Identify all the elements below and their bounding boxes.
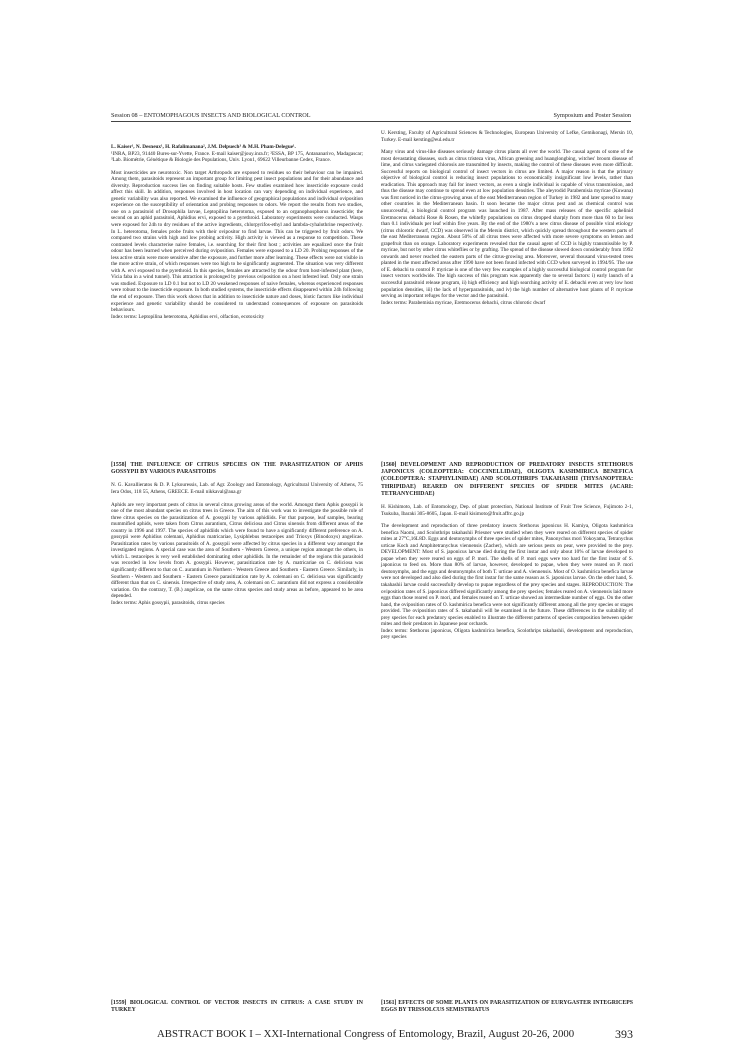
page-number: 393 [615, 1027, 633, 1041]
index-terms: Index terms: Leptopilina heterotoma, Aphidius ervi, olfaction, ecotoxicity [111, 313, 265, 320]
abstract-top-left [111, 144, 363, 320]
authors: U. Kersting, Faculty of Agricultural Sciences & Technologies, European University of Lefke, Gemikonagi, Mersin 10, Turkey. E-mail kersting@eul.edu.tr [381, 130, 633, 143]
abstract-body: Most insecticides are neurotoxic. Non target Arthropods are exposed to residues so their behaviour can be impaired. Among them, parasitoids represent an important group for limiting pest insect populations and for their abundance and diversity. Reproduction success lies on finding suitable hosts. Few studies examined how insecticide exposure could affect this skill. In addition, responses involved in host location can vary depending on individual experience, and genetic variability was also reported. We examined the influence of geographical populations and individual oviposition experience on the susceptibility of orientation and probing responses to odors. We report the results from two studies, one on a parasitoid of Drosophila larvae, Leptopilina heterotoma, exposed to an organophosphorus insecticide; the second on an aphid parasitoid, Aphidius ervi, exposed to a pyrethroid. Laboratory experiments were conducted. Wasps were exposed for 24h to dry residues of the active ingredients, chlorpyrifos-ethyl and lambda-cyhalothrine respectively. In L. heterotoma, females probe fruits with their ovipositor to find larvae. This can be triggered by fruit odors. We compared two strains with high and low probing activity. High activity is viewed as a response to competition. These contrasted levels characterise naive females, i.e. searching for their first host ; activities are equalized once the fruit odour has been learned when perceived during oviposition. Females were exposed to a LD 20. Probing responses of the less active strain were more sensitive after the exposure, and further more after learning. These effects were not visible in the more active strain, of which responses were too high to be significantly augmented. The situation was very different with A. ervi exposed to the pyrethroid. In this species, females are attracted by the odour from host-infested plant (here, Vicia faba in a wind tunnel). This attraction is prolonged by previous oviposition on a host infested leaf. Only one strain was studied. Exposure to LD 0.1 but not to LD 20 weakened responses of naive females, whereas experienced responses were robust to the insecticide exposure. In both studied systems, the insecticide effects disappeared within 24h following the end of exposure. Then this work shows that in addition to insecticide nature and doses, biotic factors like individual experience and genetic variability should be considered to understand consequences of exposure on parasitoids behaviours. [111, 169, 363, 314]
authors: N. G. Kavallieratos & D. P. Lykouressis, Lab. of Agr. Zoology and Entomology, Agricultural University of Athens, 75 Iera Odos, 118 55, Athens, GREECE. E-mail nikkaval@aua.gr [111, 482, 363, 495]
abstract-body: Many virus and virus-like diseases seriously damage citrus plants all over the world. The causal agents of some of the most devastating diseases, such as citrus tristeza virus, African greening and huanglongbing, witches' broom disease of lime, and citrus variegated chlorosis are transmitted by insects, making the control of these diseases even more difficult. Successful reports on biological control of insect vectors in citrus are limited. A major reason is that the primary objective of biological control is reducing insect populations to economically insignificant low levels, rather than eradication. This approach may fail for insect vectors, as even a single individual is capable of virus transmission, and thus the disease may continue to spread even at low population densities. The aleyrodid Parabemisia myricae (Kuwana) was first noticed in the citrus-growing areas of the east Mediterranean region of Turkey in 1982 and later spread to many other countries in the Mediterranean basin. It soon became the major citrus pest and as chemical control was unsuccessful, a biological control program was launched in 1987. After mass releases of the specific aphelinid Eretmocerus debachi Rose & Rosen, the whitefly populations on citrus dropped sharply from more than 60 to far less than 0.1 individuals per leaf within five years. By the end of the 1980's a new citrus disease of possible viral etiology (citrus chlorotic dwarf, CCD) was observed in the Mersin district, which quickly spread throughout the western parts of the east Mediterranean region. About 50% of all citrus trees were affected with more severe symptoms on lemon and grapefruit than on orange. Laboratory experiments revealed that the causal agent of CCD is highly transmissible by P. myricae, but not by other citrus whiteflies or by grafting. The spread of the disease slowed down considerably from 1992 onwards and never reached the eastern parts of the citrus-growing area. Moreover, several thousand virus-tested trees planted in the most affected areas after 1990 have not been found infected with CCD when surveyed in 1994/95. The use of E. debachi to control P. myricae is one of the very few examples of a highly successful biological control program for insect vectors worldwide. The high success of this program was apparently due to several factors: i) early launch of a successful parasitoid release program, ii) high efficiency and high searching activity of E. debachi even at very low host population densities, iii) the lack of hyperparasitoids, and iv) the high number of alternative host plants of P. myricae serving as important refuges for the vector and the parasitoid. [381, 149, 633, 300]
abstract-title: [1559] BIOLOGICAL CONTROL OF VECTOR INSECTS IN CITRUS: A CASE STUDY IN TURKEY [111, 1000, 363, 1014]
index-terms: Index terms: Parabemisia myricae, Eretmocerus debachi, citrus chlorotic dwarf [381, 299, 546, 306]
index-terms: Index terms: Stethorus japonicus, Oligota kashmirica benefica, Scolothrips takahashii, development and reproduction, prey species [381, 627, 633, 641]
abstract-top-right [381, 130, 633, 306]
footer-citation: ABSTRACT BOOK I – XXI-International Congress of Entomology, Brazil, August 20-26, 2000 [157, 1028, 575, 1040]
affiliation: ¹INRA, BP23, 91440 Bures-sur-Yvette, France. E-mail kaiser@jouy.inra.fr; ²ESSA, BP 175, Antananarivo, Madagascar; ³Lab. Biométrie, Génétique & Biologie des Populations, Univ. Lyon1, 69622 Villeurbanne Cedex, France. [111, 150, 363, 164]
abstract-title: [1561] EFFECTS OF SOME PLANTS ON PARASITIZATION OF EURYGASTER INTEGRICEPS EGGS BY TRISSOLCUS SEMISTRIATUS [381, 1000, 633, 1014]
abstract-1560 [381, 462, 633, 641]
abstract-title: [1558] THE INFLUENCE OF CITRUS SPECIES ON THE PARASITIZATION OF APHIS GOSSYPII BY VARIOUS PARASITOIDS [111, 462, 363, 476]
header-session: Session 08 – ENTOMOPHAGOUS INSECTS AND BIOLOGICAL CONTROL [111, 112, 311, 119]
abstract-1558 [111, 462, 363, 606]
abstract-body: Aphids are very important pests of citrus in several citrus growing areas of the world. Amongst them Aphis gossypii is one of the most abundant species on citrus trees in Greece. The aim of this work was to investigate the possible role of three citrus species on the parasitization of A. gossypii by various aphidiids. For that purpose, leaf samples, bearing mummified aphids, were taken from Citrus aurantium, Citrus deliciosa and Citrus sinensis from different areas of the country in 1996 and 1997. The species of aphidiids which were found to have a significantly different preference on A. gossypii were Aphidius colemani, Aphidius matricariae, Lysiphlebus testaceipes and Trioxys (Binodoxys) angelicae. Parasitization rates by various parasitoids of A. gossypii were affected by citrus species in a different way amongst the investigated regions. A special case was the area of Southern - Western Greece, a unique region amongst the others, in which L. testaceipes is very well established dominating other aphidiids. In the remainder of the regions this parasitoid was recorded in low levels from A. gossypii. However, parasitization rate by A. matricariae on C. deliciosa was significantly different to that on C. aurantium in Northern - Western Greece and Southern - Eastern Greece. Similarly, in Southern - Western and Southern - Eastern Greece parasitization rate by A. colemani on C. deliciosa was significantly different than that on C. sinensis. Irrespective of study area, A. colemani on C. aurantium did not express a considerable variation. On the contrary, T. (B.) angelicae, on the same citrus species and study areas as before, appeared to be area depended. [111, 501, 363, 600]
authors: H. Kishimoto, Lab. of Entomology, Dep. of plant protection, National Institute of Fruit Tree Science, Fujimoto 2-1, Tsukuba, Ibaraki 305-8605, Japan. E-mail kisimoto@fruit.affrc.go.jp [381, 504, 633, 517]
index-terms: Index terms: Aphis gossypii, parasitoids, citrus species [111, 599, 225, 606]
running-header [111, 111, 631, 122]
abstract-body: The development and reproduction of three predatory insects Stethorus japonicus H. Kamiya, Oligota kashmirica benefica Naomi, and Scolothrips takahashii Priesner were studied when they were reared on different species of spider mites at 27°C,16L8D. Eggs and deutonymphs of three species of spider mites, Panonychus mori Yokoyama, Tetranychus urticae Koch and Amphitetranychus viennensis (Zacher), which are serious pests on pear, were provided to the prey. DEVELOPMENT: Most of S. japonicus larvae died during the first instar and only about 10% of larvae developed to pupae when they were reared on eggs of P. mori. The shells of P. mori eggs were too hard for the first instar of S. japonicus to feed on. More than 80% of larvae, however, developed to pupae, when they were reared on P. mori deutonymphs, and the eggs and deutonymphs of both T. urticae and A. viennensis. Most of O. kashmirica benefica larvae were not developed and also died during the first instar for the same reason as S. japonicus larvae. On the other hand, S. takahashii larvae could successfully develop to pupae regardless of the prey species and stages. REPRODUCTION: The oviposition rates of S. japonicus differed significantly among the prey species; females reared on A. viennensis laid more eggs than those reared on P. mori, and females reared on T. urticae showed an intermediate number of eggs. On the other hand, the oviposition rates of O. kashmirica benefica were not significantly different among all the prey species or stages provided. The oviposition rates of S. takahashii will be examined in the future. These differences in the suitability of prey species for each predatory species enabled to illustrate the different patterns of species composition between spider mites and their predators in Japanese pear orchards. [381, 523, 633, 628]
authors: L. Kaiser¹, N. Desneux¹, H. Rafalimanana², J.M. Delpuech³ & M.H. Pham-Delegue¹. [111, 144, 296, 150]
abstract-1561 [381, 1000, 633, 1014]
abstract-1559 [111, 1000, 363, 1014]
abstract-title: [1560] DEVELOPMENT AND REPRODUCTION OF PREDATORY INSECTS STETHORUS JAPONICUS (COLEOPTERA: COCCINELLIDAE), OLIGOTA KASHMIRICA BENEFICA (COLEOPTERA: STAPHYLINIDAE) AND SCOLOTHRIPS TAKAHASHII (THYSANOPTERA: THRIPIDAE) REARED ON DIFFERENT SPECIES OF SPIDER MITES (ACARI: TETRANYCHIDAE) [381, 462, 633, 497]
page-footer [157, 1026, 633, 1042]
header-symposium: Symposium and Poster Session [553, 112, 631, 119]
